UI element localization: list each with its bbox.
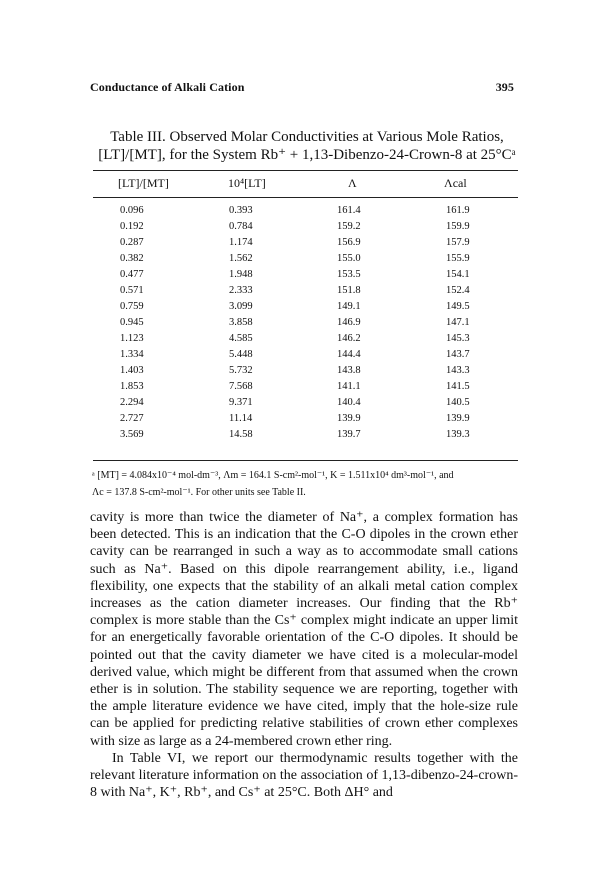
table-bottom-rule — [93, 460, 518, 461]
cell-ratio: 0.477 — [120, 269, 144, 280]
cell-concentration: 11.14 — [229, 413, 253, 424]
cell-lambda-cal: 152.4 — [446, 285, 470, 296]
cell-lambda-cal: 149.5 — [446, 301, 470, 312]
cell-ratio: 1.123 — [120, 333, 144, 344]
cell-concentration: 14.58 — [229, 429, 253, 440]
cell-lambda-cal: 141.5 — [446, 381, 470, 392]
cell-concentration: 0.784 — [229, 221, 253, 232]
cell-concentration: 1.948 — [229, 269, 253, 280]
cell-lambda-cal: 159.9 — [446, 221, 470, 232]
cell-concentration: 2.333 — [229, 285, 253, 296]
body-text — [90, 509, 518, 801]
cell-lambda: 146.9 — [337, 317, 361, 328]
cell-ratio: 0.096 — [120, 205, 144, 216]
cell-ratio: 2.294 — [120, 397, 144, 408]
cell-concentration: 9.371 — [229, 397, 253, 408]
table-row — [0, 333, 604, 349]
cell-ratio: 1.403 — [120, 365, 144, 376]
cell-lambda-cal: 143.7 — [446, 349, 470, 360]
cell-lambda-cal: 161.9 — [446, 205, 470, 216]
cell-lambda: 155.0 — [337, 253, 361, 264]
table-row — [0, 429, 604, 445]
cell-lambda-cal: 155.9 — [446, 253, 470, 264]
cell-lambda-cal: 139.3 — [446, 429, 470, 440]
cell-concentration: 0.393 — [229, 205, 253, 216]
cell-lambda: 149.1 — [337, 301, 361, 312]
table-row — [0, 397, 604, 413]
table-footnote-line-1: ᵃ [MT] = 4.084x10⁻⁴ mol-dm⁻³, Λm = 164.1 S-cm²-mol⁻¹, K = 1.511x10⁴ dm³-mol⁻¹, and — [92, 470, 454, 481]
table-row — [0, 269, 604, 285]
table-row — [0, 413, 604, 429]
cell-ratio: 0.382 — [120, 253, 144, 264]
column-header-concentration: 10⁴[LT] — [228, 176, 266, 190]
table-caption-line-2: [LT]/[MT], for the System Rb⁺ + 1,13-Dibenzo-24-Crown-8 at 25°Cᵃ — [98, 147, 516, 163]
cell-lambda-cal: 140.5 — [446, 397, 470, 408]
table-caption-line-1: Table III. Observed Molar Conductivities at Various Mole Ratios, — [110, 129, 504, 145]
cell-lambda-cal: 145.3 — [446, 333, 470, 344]
table-row — [0, 349, 604, 365]
cell-lambda: 151.8 — [337, 285, 361, 296]
cell-lambda: 139.7 — [337, 429, 361, 440]
cell-lambda: 153.5 — [337, 269, 361, 280]
cell-ratio: 0.759 — [120, 301, 144, 312]
running-head-title: Conductance of Alkali Cation — [90, 80, 245, 94]
cell-concentration: 5.448 — [229, 349, 253, 360]
body-paragraph-2: In Table VI, we report our thermodynamic results together with the relevant literature information on the association of 1,13-dibenzo-24-crown-8 with Na⁺, K⁺, Rb⁺, and Cs⁺ at 25°C. Both ΔH° and — [90, 750, 518, 801]
cell-concentration: 1.174 — [229, 237, 253, 248]
cell-lambda-cal: 139.9 — [446, 413, 470, 424]
cell-concentration: 3.099 — [229, 301, 253, 312]
cell-concentration: 3.858 — [229, 317, 253, 328]
table-footnote-line-2: Λc = 137.8 S-cm²-mol⁻¹. For other units see Table II. — [92, 487, 306, 498]
table-row — [0, 221, 604, 237]
table-row — [0, 301, 604, 317]
cell-lambda: 161.4 — [337, 205, 361, 216]
table-row — [0, 381, 604, 397]
cell-ratio: 1.334 — [120, 349, 144, 360]
cell-lambda-cal: 143.3 — [446, 365, 470, 376]
cell-ratio: 0.571 — [120, 285, 144, 296]
table-row — [0, 285, 604, 301]
cell-lambda-cal: 147.1 — [446, 317, 470, 328]
cell-concentration: 1.562 — [229, 253, 253, 264]
table-row — [0, 317, 604, 333]
column-header-lambda-cal: Λcal — [444, 176, 467, 190]
cell-lambda-cal: 157.9 — [446, 237, 470, 248]
cell-concentration: 5.732 — [229, 365, 253, 376]
cell-lambda: 144.4 — [337, 349, 361, 360]
table-row — [0, 253, 604, 269]
cell-concentration: 7.568 — [229, 381, 253, 392]
cell-lambda: 141.1 — [337, 381, 361, 392]
cell-lambda: 146.2 — [337, 333, 361, 344]
cell-ratio: 0.287 — [120, 237, 144, 248]
page-number: 395 — [495, 80, 514, 94]
cell-lambda: 159.2 — [337, 221, 361, 232]
table-row — [0, 365, 604, 381]
cell-ratio: 2.727 — [120, 413, 144, 424]
cell-ratio: 0.945 — [120, 317, 144, 328]
cell-ratio: 1.853 — [120, 381, 144, 392]
table-header-rule — [93, 197, 518, 198]
table-row — [0, 237, 604, 253]
cell-ratio: 3.569 — [120, 429, 144, 440]
cell-lambda: 156.9 — [337, 237, 361, 248]
table-top-rule — [93, 170, 518, 171]
column-header-lambda: Λ — [348, 176, 357, 190]
cell-lambda: 140.4 — [337, 397, 361, 408]
cell-ratio: 0.192 — [120, 221, 144, 232]
cell-lambda-cal: 154.1 — [446, 269, 470, 280]
column-header-ratio: [LT]/[MT] — [118, 176, 169, 190]
table-row — [0, 205, 604, 221]
cell-lambda: 143.8 — [337, 365, 361, 376]
body-paragraph-1: cavity is more than twice the diameter of Na⁺, a complex formation has been detected. This is an indication that the C-O dipoles in the crown ether cavity can be rearranged in such a way as to accommodate small cations such as Na⁺. Based on this dipole rearrangement ability, i.e., ligand flexibility, one expects that the stability of an alkali metal cation complex increases as the cation diameter increases. Our finding that the Rb⁺ complex is more stable than the Cs⁺ complex might indicate an upper limit for an energetically favorable orientation of the C-O dipoles. It should be pointed out that the cavity diameter we have cited is a molecular-model derived value, which might be different from that assumed when the crown ether is in solution. The stability sequence we are reporting, together with the ample literature evidence we have cited, imply that the hole-size rule can be applied for predicting relative stabilities of crown ether complexes with size as large as a 24-membered crown ether ring. — [90, 510, 518, 749]
cell-lambda: 139.9 — [337, 413, 361, 424]
cell-concentration: 4.585 — [229, 333, 253, 344]
